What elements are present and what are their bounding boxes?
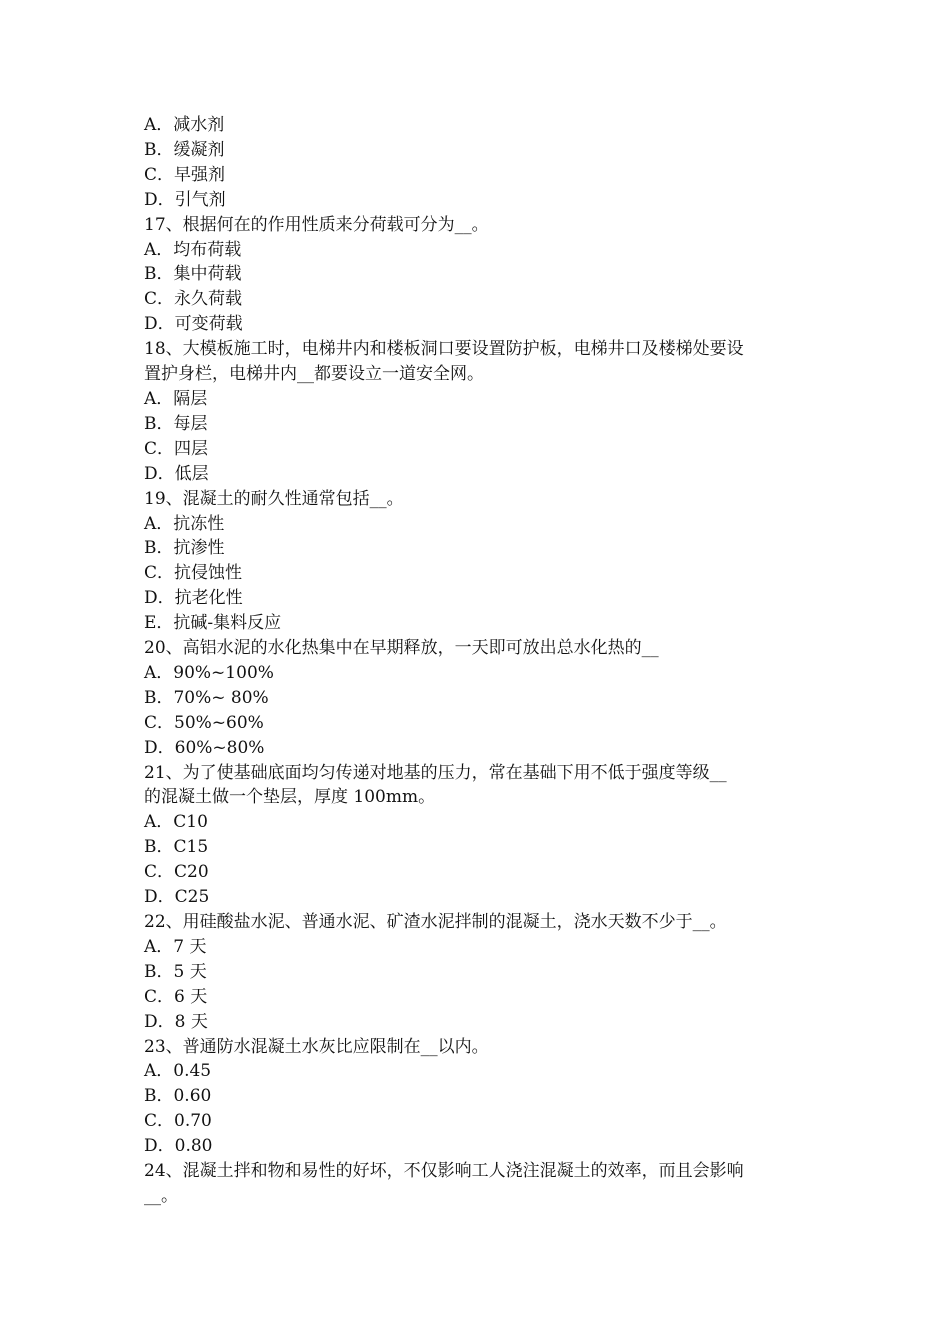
text-line: A．减水剂	[144, 115, 225, 135]
text-line: E．抗碱-集料反应	[144, 613, 282, 634]
text-line: C．0.70	[144, 1111, 212, 1132]
text-line: 22、用硅酸盐水泥、普通水泥、矿渣水泥拌制的混凝土，浇水天数不少于__。	[144, 912, 727, 932]
text-line: B．70%~ 80%	[144, 687, 269, 708]
text-line: D．60%~80%	[144, 737, 265, 758]
text-line: C．四层	[144, 438, 209, 459]
text-line: 21、为了使基础底面均匀传递对地基的压力，常在基础下用不低于强度等级__	[144, 762, 727, 783]
text-line: B．集中荷载	[144, 264, 242, 285]
text-line: 23、普通防水混凝土水灰比应限制在__以内。	[144, 1036, 489, 1057]
text-line: B．缓凝剂	[144, 139, 225, 160]
text-line: B．0.60	[144, 1086, 212, 1107]
text-line: __。	[144, 1185, 178, 1206]
text-line: D．C25	[144, 887, 210, 908]
text-line: B．抗渗性	[144, 538, 225, 559]
text-line: D．8 天	[144, 1011, 208, 1032]
text-line: D．低层	[144, 463, 209, 484]
text-line: C．50%~60%	[144, 712, 264, 733]
text-line: A．90%~100%	[144, 662, 274, 683]
text-line: 20、高铝水泥的水化热集中在早期释放，一天即可放出总水化热的__	[144, 638, 659, 659]
text-line: D．0.80	[144, 1136, 213, 1157]
text-line: 18、大模板施工时，电梯井内和楼板洞口要设置防护板，电梯井口及楼梯处要设	[144, 339, 744, 360]
text-line: C．永久荷载	[144, 289, 243, 310]
text-line: 24、混凝土拌和物和易性的好坏，不仅影响工人浇注混凝土的效率，而且会影响	[144, 1161, 744, 1182]
text-line: D．可变荷载	[144, 314, 243, 335]
text-line: D．抗老化性	[144, 588, 243, 609]
text-line: B．每层	[144, 413, 208, 434]
text-line: 19、混凝土的耐久性通常包括__。	[144, 488, 404, 509]
text-line: C．C20	[144, 862, 209, 883]
text-line: C．抗侵蚀性	[144, 563, 243, 584]
text-line: A．0.45	[144, 1061, 212, 1082]
text-line: C．早强剂	[144, 164, 226, 185]
text-line: A．均布荷载	[144, 239, 242, 260]
text-line: A．C10	[144, 812, 208, 833]
text-line: D．引气剂	[144, 189, 226, 210]
text-line: A．隔层	[144, 388, 208, 409]
text-line: 的混凝土做一个垫层，厚度 100mm。	[144, 787, 436, 808]
text-line: B．5 天	[144, 961, 207, 982]
text-line: A．抗冻性	[144, 513, 225, 534]
text-line: 17、根据何在的作用性质来分荷载可分为__。	[144, 214, 489, 235]
text-line: A．7 天	[144, 936, 207, 957]
text-line: 置护身栏，电梯井内__都要设立一道安全网。	[144, 364, 484, 385]
text-line: B．C15	[144, 837, 209, 858]
document-body	[144, 113, 814, 1209]
text-line: C．6 天	[144, 986, 208, 1007]
